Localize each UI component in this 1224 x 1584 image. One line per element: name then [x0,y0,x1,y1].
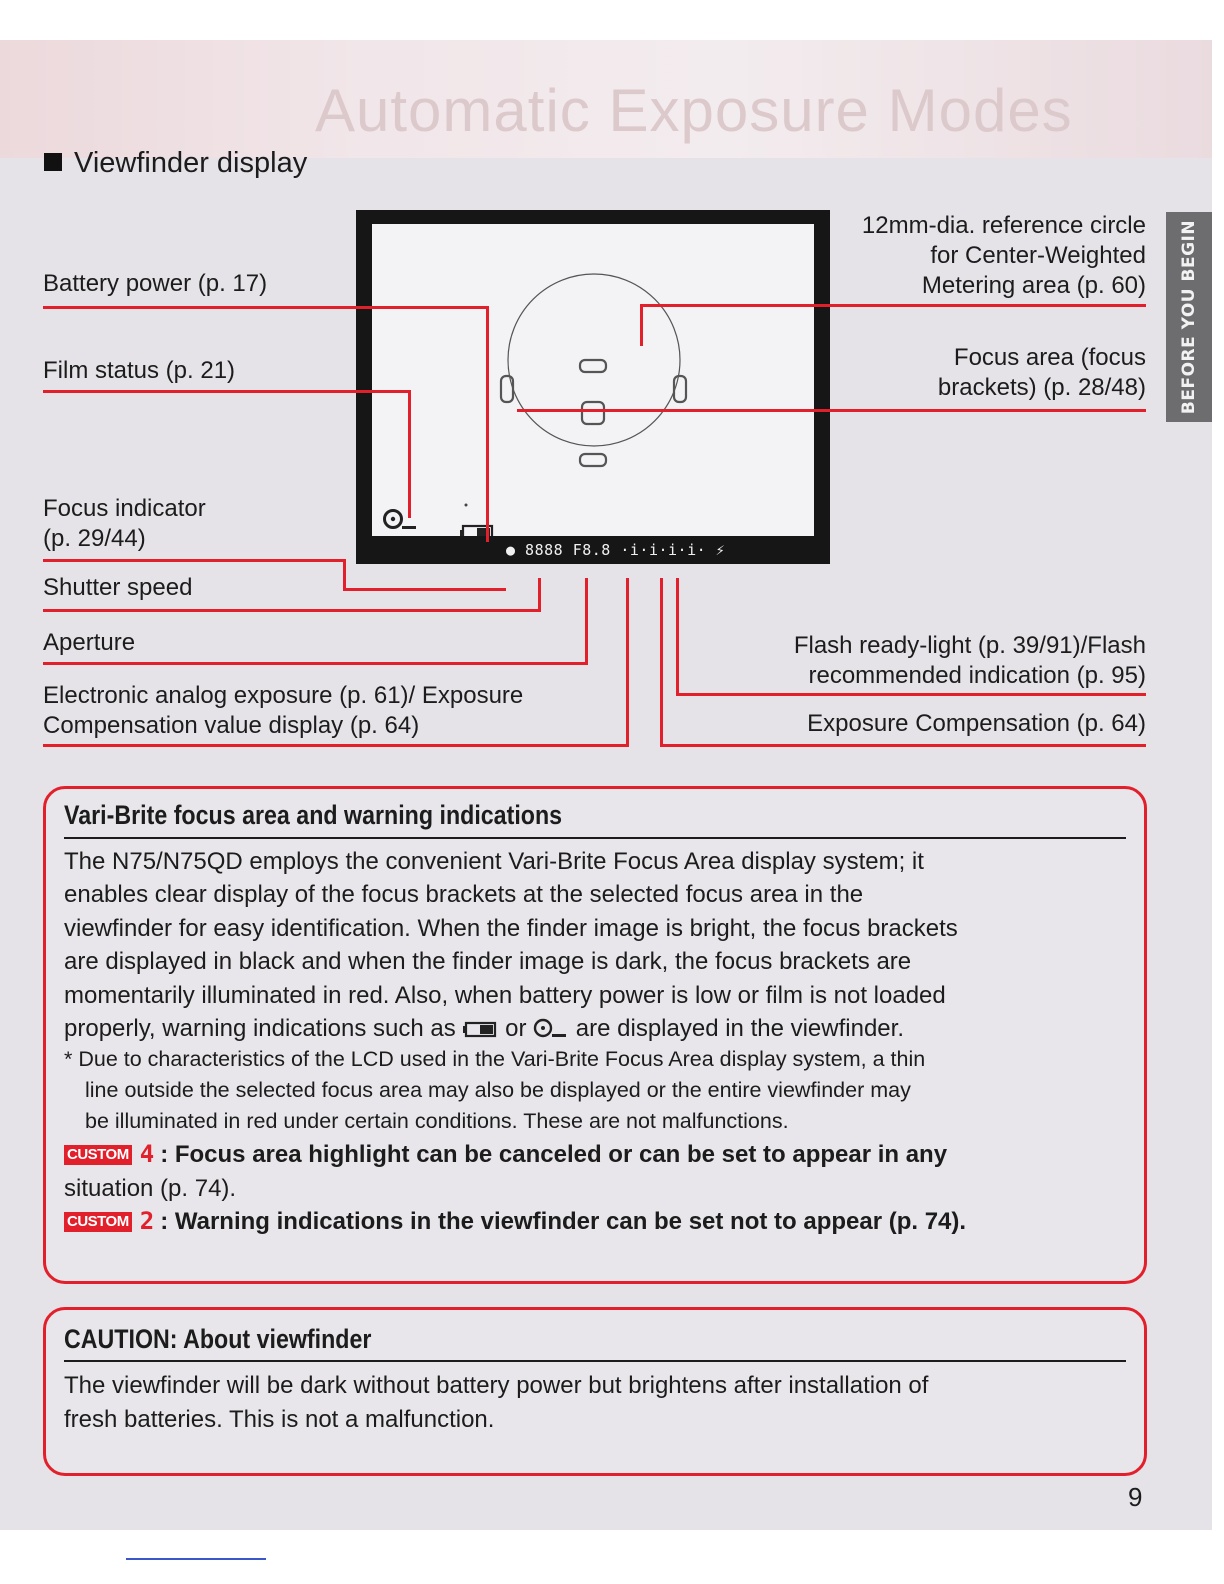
heading-bullet-icon [44,153,62,171]
vari-brite-line-4: are displayed in black and when the finder image is dark, the focus brackets are [64,948,912,975]
leader-focus-area-h [517,409,1146,412]
vari-brite-line-6-start: properly, warning indications such as [64,1015,456,1042]
leader-circle-h [640,304,1146,307]
vari-brite-line-2: enables clear display of the focus brackets at the selected focus area in the [64,881,864,908]
leader-focus-indicator-h [43,559,346,562]
leader-film-h [43,390,411,393]
custom-4-row-2: situation (p. 74). [64,1175,237,1202]
leader-aperture-h [43,662,588,665]
caution-rule [64,1360,1126,1362]
ghost-header-title: Automatic Exposure Modes [315,77,1073,144]
label-flash-ready-2: recommended indication (p. 95) [808,662,1146,689]
side-tab [1166,212,1212,422]
caution-line-1: The viewfinder will be dark without battery power but brightens after installation of [64,1372,929,1399]
vari-brite-note-2: line outside the selected focus area may also be displayed or the entire viewfinder may [85,1078,911,1102]
ghost-header-band [0,40,1212,158]
leader-focus-indicator-v [343,559,346,591]
leader-shutter-h [43,609,541,612]
custom-2-text: : Warning indications in the viewfinder can be set not to appear (p. 74). [160,1208,967,1235]
label-reference-circle-3: Metering area (p. 60) [921,272,1146,299]
custom-4-row [64,1138,947,1171]
vari-brite-line-1: The N75/N75QD employs the convenient Vari-Brite Focus Area display system; it [64,848,924,875]
label-exposure-compensation: Exposure Compensation (p. 64) [807,710,1146,737]
custom-badge-2: CUSTOM [64,1212,132,1232]
custom-4-text: : Focus area highlight can be canceled or can be set to appear in any [160,1141,948,1168]
vari-brite-note-1: * Due to characteristics of the LCD used in the Vari-Brite Focus Area display system, a thin [64,1047,926,1071]
vari-brite-line-6-or: or [505,1015,527,1042]
vari-brite-title: Vari-Brite focus area and warning indications [64,800,563,830]
vari-brite-line-6-end: are displayed in the viewfinder. [575,1015,904,1042]
vari-brite-note-3: be illuminated in red under certain conditions. These are not malfunctions. [85,1109,789,1133]
film-warning-icon [533,1017,569,1039]
caution-title: CAUTION: About viewfinder [64,1324,372,1354]
viewfinder-diagram [372,224,814,536]
vari-brite-rule [64,837,1126,839]
leader-shutter-v [538,578,541,612]
leader-exposure-comp-v [660,578,663,747]
label-electronic-analog-1: Electronic analog exposure (p. 61)/ Exposure [43,682,524,709]
label-reference-circle-1: 12mm-dia. reference circle [861,212,1146,239]
leader-circle-v [640,304,643,346]
label-battery-power: Battery power (p. 17) [43,270,268,297]
label-focus-indicator-1: Focus indicator [43,495,206,522]
side-tab-label: BEFORE YOU BEGIN [1179,219,1199,415]
leader-analog-h [43,744,629,747]
page-number: 9 [1128,1482,1143,1512]
caution-line-2: fresh batteries. This is not a malfunction. [64,1406,495,1433]
label-focus-area-2: brackets) (p. 28/48) [937,374,1146,401]
label-aperture: Aperture [43,629,136,656]
focus-indicator-icon [385,511,417,530]
vari-brite-line-3: viewfinder for easy identification. When the finder image is bright, the focus brackets [64,915,958,942]
label-shutter-speed: Shutter speed [43,574,193,601]
lcd-readout: ● 8888 F8.8 ·i·i·i·i· ⚡ [506,541,726,559]
leader-aperture-v [585,578,588,665]
leader-flash-v [676,578,679,696]
vari-brite-line-6 [64,1012,904,1045]
label-electronic-analog-2: Compensation value display (p. 64) [43,712,420,739]
bottom-link-underline[interactable] [126,1558,266,1560]
label-flash-ready-1: Flash ready-light (p. 39/91)/Flash [793,632,1146,659]
leader-film-v [408,390,411,518]
custom-2-number: 2 [139,1207,155,1235]
viewfinder-heading-text: Viewfinder display [74,147,308,179]
label-focus-indicator-2: (p. 29/44) [43,525,146,552]
label-focus-area-1: Focus area (focus [953,344,1146,371]
focus-brackets [501,360,686,466]
battery-warning-icon [462,1021,498,1039]
leader-flash-h [676,693,1146,696]
custom-4-number: 4 [139,1140,155,1168]
viewfinder-heading [44,147,307,180]
leader-battery-v [486,306,489,542]
leader-focus-indicator-h2 [343,588,506,591]
vari-brite-line-5: momentarily illuminated in red. Also, when battery power is low or film is not loaded [64,982,946,1009]
custom-2-row [64,1205,966,1238]
label-film-status: Film status (p. 21) [43,357,236,384]
leader-battery-h [43,306,488,309]
leader-analog-v [626,578,629,747]
leader-exposure-comp-h [660,744,1146,747]
custom-badge: CUSTOM [64,1145,132,1165]
label-reference-circle-2: for Center-Weighted [930,242,1146,269]
